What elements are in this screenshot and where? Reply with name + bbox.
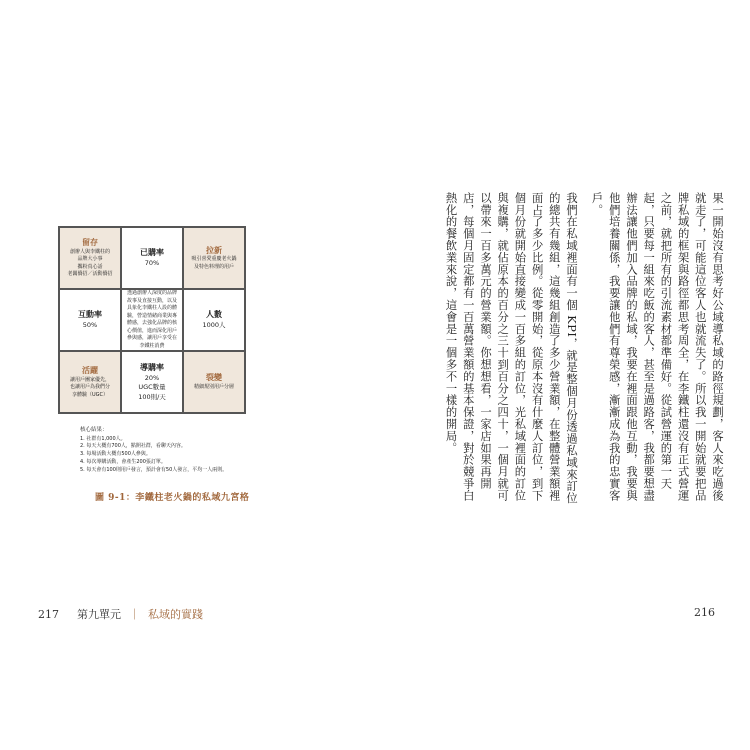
grid-cell-interaction-rate <box>59 289 121 351</box>
grid-cell-purchase-rate <box>121 227 183 289</box>
cell-desc <box>70 377 110 400</box>
cell-line: 及特色料理的用戶 <box>193 263 234 270</box>
body-text: 我們在私域裡面有一個 KPI，就是整個月份透過私域來訂位的總共有幾組，這幾組創造了多少營業額，在整體營業額裡面占了多少比例。從零開始，從原本沒有什麼人訂位，到下個月份就開始直接變成一百多組的訂位，光私域裡面的訂位與複購，就佔原本的百分之三十到百分之四十，一個月就可以帶來一百多萬元的營業額。你想想看，一家店如果再開店，每個月固定都有一百萬營業額的基本保證，對於競爭白熱化的餐飲業來說，這會是一個多不一樣的開局。 <box>444 192 578 505</box>
right-page-number: 216 <box>694 606 715 619</box>
cell-line: 體感，去強化品牌的核 <box>126 320 177 326</box>
cell-value: 100則/天 <box>138 392 166 401</box>
cell-line: 精細規別用戶分層 <box>193 384 234 391</box>
footer-separator: ｜ <box>129 608 140 621</box>
body-paragraph-2 <box>440 192 580 512</box>
grid-cell-headcount <box>183 289 245 351</box>
notes-item: 5. 每天會有100則用戶發言，預計會有50人發言，平均一人兩則。 <box>80 466 228 473</box>
cell-line: 也讓用戶為我們分 <box>69 384 110 391</box>
cell-desc <box>67 249 112 279</box>
cell-title: 裂變 <box>206 373 222 383</box>
cell-line: 讓用戶團家優先， <box>69 376 110 383</box>
notes-item: 2. 每天大概有700人，點開社群，看聊天內容。 <box>80 443 186 450</box>
cell-line: 老闆僑招／活動僑招 <box>67 271 113 278</box>
cell-line: 攜粉真心話 <box>77 263 103 270</box>
cell-value: 1000人 <box>202 321 226 330</box>
body-text: 果一開始沒有思考好公域導私域的路徑規劃，客人來吃過後就走了，可能這位客人也就流失了。所以我一開始就要把品牌私域的框架與路徑都思考周全，在李鐵柱還沒有正式營運之前，就把所有的引流素材都準備好。從試營運的第一天起，只要每一組來吃飯的客人，甚至是過路客，我都要想盡辦法讓他們加入品牌的私域，我要在裡面跟他互動，我要與他們培養關係，我要讓他們有尊榮感，漸漸成為我的忠實客戶。 <box>590 192 724 502</box>
unit-title: 私域的實踐 <box>148 608 203 621</box>
cell-title: 活躍 <box>82 365 98 375</box>
private-domain-nine-grid <box>58 226 246 414</box>
grid-cell-retention <box>59 227 121 289</box>
cell-line: 心價值，進而深化用戶 <box>126 327 177 334</box>
cell-title: 人數 <box>206 310 222 320</box>
cell-desc <box>191 256 236 271</box>
cell-title: 已購率 <box>140 248 164 258</box>
cell-desc <box>194 384 234 392</box>
core-results-notes <box>80 426 280 474</box>
cell-line: 享體驗（UGC） <box>71 391 108 398</box>
cell-line: 李鐵柱消費 <box>139 342 165 349</box>
grid-cell-referral <box>183 351 245 413</box>
cell-line: 具象化李鐵柱人設的體 <box>126 305 177 311</box>
cell-title: 留存 <box>82 238 98 248</box>
cell-line: 故事及直接互動，以及 <box>126 297 177 304</box>
cell-line: 驗，營造情緒商業與專 <box>126 312 177 319</box>
left-page-number: 217 <box>38 607 59 621</box>
body-paragraph-1 <box>566 192 726 512</box>
notes-item: 4. 每次導購活動，會產生200張訂單。 <box>80 458 166 465</box>
cell-desc <box>127 290 177 350</box>
cell-title: 拉新 <box>206 245 222 255</box>
cell-value: 70% <box>144 259 160 268</box>
cell-value: UGC數量 <box>138 383 166 392</box>
cell-value: 50% <box>82 321 98 330</box>
cell-value: 20% <box>144 373 160 382</box>
unit-label: 第九單元 <box>77 608 121 621</box>
cell-line: 品牌大小事 <box>77 256 103 263</box>
cell-line: 創辦人與李鐵柱的 <box>69 248 110 255</box>
grid-cell-acquisition <box>183 227 245 289</box>
figure-caption: 圖 9-1：李鐵柱老火鍋的私域九宮格 <box>95 493 250 503</box>
footer-left <box>38 606 203 622</box>
cell-line: 透過創辦人深度的品牌 <box>126 290 177 296</box>
grid-cell-conversion-rate <box>121 351 183 413</box>
notes-item: 3. 每場活動大概有500人參與。 <box>80 451 151 458</box>
notes-item: 1. 社群有1,000人。 <box>80 435 126 442</box>
notes-heading: 核心結果： <box>80 427 108 433</box>
cell-line: 參與感，讓用戶享受在 <box>126 335 177 341</box>
grid-cell-core-strategy <box>121 289 183 351</box>
cell-title: 互動率 <box>78 310 102 320</box>
cell-title: 導購率 <box>140 363 164 373</box>
cell-line: 吸引喜愛重慶老火鍋 <box>191 256 237 263</box>
grid-cell-activation <box>59 351 121 413</box>
